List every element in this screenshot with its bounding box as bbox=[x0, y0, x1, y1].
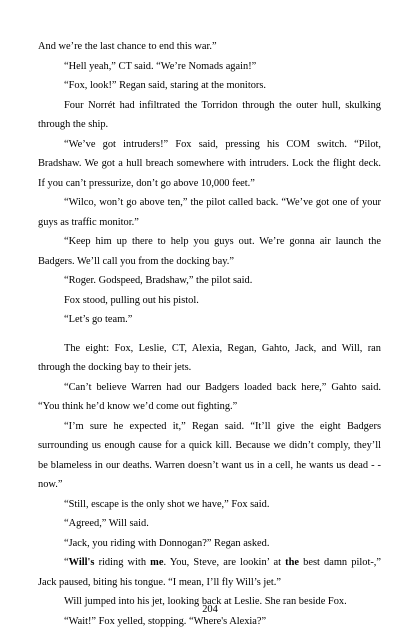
paragraph-text: “Let’s go team.” bbox=[64, 314, 132, 325]
paragraph-text: Four Norrét had infiltrated the Torridon through the outer hull, skulking through the ship. bbox=[38, 100, 381, 131]
paragraph bbox=[38, 514, 381, 534]
paragraph-text: “Keep him up there to help you guys out. We’re gonna air launch the Badgers. We’ll call you from the docking bay.” bbox=[38, 236, 381, 267]
paragraph bbox=[38, 76, 381, 96]
bold-text: Will's bbox=[69, 557, 95, 568]
page-body bbox=[38, 37, 381, 631]
paragraph-text: “ bbox=[64, 557, 69, 568]
paragraph-text: “Wait!” Fox yelled, stopping. “Where's Alexia?” bbox=[64, 616, 266, 627]
paragraph-text: “Still, escape is the only shot we have,” Fox said. bbox=[64, 499, 269, 510]
paragraph bbox=[38, 232, 381, 271]
paragraph-text: riding with bbox=[94, 557, 150, 568]
paragraph-text: “Jack, you riding with Donnogan?” Regan asked. bbox=[64, 538, 269, 549]
paragraph bbox=[38, 378, 381, 417]
paragraph-text: “We’ve got intruders!” Fox said, pressing his COM switch. “Pilot, Bradshaw. We got a hull breach somewhere with intruders. Lock the flight deck. If you can’t pressurize, don’t go above 10,000 feet.” bbox=[38, 139, 381, 189]
paragraph-text: Will jumped into his jet, looking back at Leslie. She ran beside Fox. bbox=[64, 596, 347, 607]
paragraph-text: best damn pilot-,” Jack paused, biting his tongue. “I mean, I’ll fly Will’s jet.” bbox=[38, 557, 381, 588]
paragraph bbox=[38, 135, 381, 194]
paragraph bbox=[38, 339, 381, 378]
paragraph bbox=[38, 37, 381, 57]
paragraph bbox=[38, 57, 381, 77]
paragraph-text: “Roger. Godspeed, Bradshaw,” the pilot said. bbox=[64, 275, 252, 286]
paragraph bbox=[38, 310, 381, 330]
paragraph bbox=[38, 534, 381, 554]
bold-text: the bbox=[285, 557, 299, 568]
paragraph-text: “Fox, look!” Regan said, staring at the monitors. bbox=[64, 80, 266, 91]
paragraph bbox=[38, 193, 381, 232]
paragraph-text: “Hell yeah,” CT said. “We’re Nomads again!” bbox=[64, 61, 256, 72]
page-number: 204 bbox=[0, 603, 420, 617]
paragraph-text: Fox stood, pulling out his pistol. bbox=[64, 295, 199, 306]
paragraph bbox=[38, 417, 381, 495]
bold-text: me bbox=[150, 557, 163, 568]
paragraph bbox=[38, 495, 381, 515]
paragraph-text: The eight: Fox, Leslie, CT, Alexia, Regan, Gahto, Jack, and Will, ran through the docking bay to their jets. bbox=[38, 343, 381, 374]
paragraph-text: “Can’t believe Warren had our Badgers loaded back here,” Gahto said. “You think he’d know we’d come out fighting.” bbox=[38, 382, 381, 413]
paragraph-text: “I’m sure he expected it,” Regan said. “It’ll give the eight Badgers surrounding us enough cause for a quick kill. Because we didn’t comply, they’ll be blameless in our deaths. Warren doesn’t want us in a cell, he wants us dead - - now.” bbox=[38, 421, 381, 491]
paragraph-text: And we’re the last chance to end this war.” bbox=[38, 41, 217, 52]
paragraph-text: “Wilco, won’t go above ten,” the pilot called back. “We’ve got one of your guys as traffic monitor.” bbox=[38, 197, 381, 228]
paragraph-text: . You, Steve, are lookin’ at bbox=[163, 557, 285, 568]
paragraph bbox=[38, 271, 381, 291]
paragraph-text: “Agreed,” Will said. bbox=[64, 518, 149, 529]
paragraph bbox=[38, 96, 381, 135]
paragraph bbox=[38, 291, 381, 311]
paragraph bbox=[38, 553, 381, 592]
